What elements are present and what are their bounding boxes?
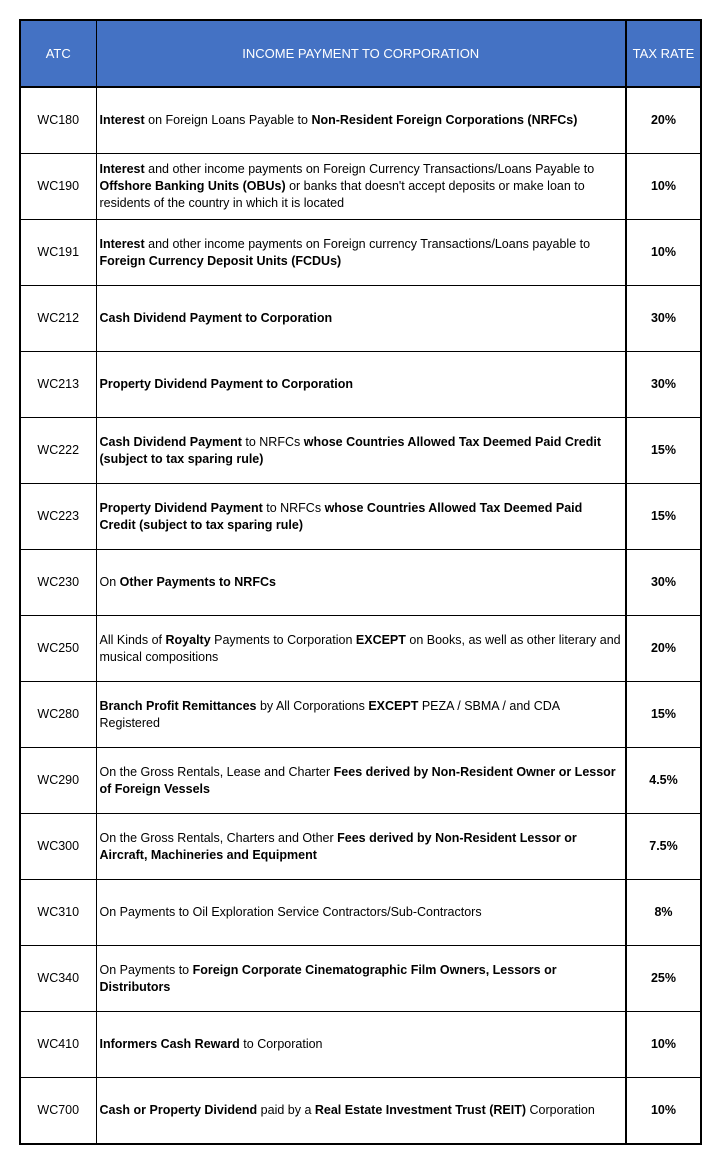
- atc-code: WC280: [20, 682, 96, 748]
- header-atc: ATC: [20, 20, 96, 87]
- table-row: [20, 1012, 701, 1078]
- tax-rate-value: 10%: [626, 1012, 701, 1078]
- description-text: Corporation: [526, 1103, 595, 1117]
- atc-code: WC300: [20, 814, 96, 880]
- table-row: [20, 946, 701, 1012]
- table-row: [20, 352, 701, 418]
- header-tax-rate: TAX RATE: [626, 20, 701, 87]
- tax-rate-value: 8%: [626, 880, 701, 946]
- income-payment-description: [96, 484, 626, 550]
- description-bold-text: Interest: [99, 236, 145, 251]
- description-bold-text: Offshore Banking Units (OBUs): [99, 179, 286, 193]
- atc-code: WC410: [20, 1012, 96, 1078]
- income-payment-description: [96, 220, 626, 286]
- income-payment-description: [96, 550, 626, 616]
- description-bold-text: Foreign Currency Deposit Units (FCDUs): [99, 253, 342, 268]
- atc-code: WC700: [20, 1078, 96, 1145]
- description-text: On Payments to Oil Exploration Service Contractors/Sub-Contractors: [99, 905, 482, 919]
- description-bold-text: EXCEPT: [355, 632, 406, 647]
- table-row: [20, 154, 701, 220]
- description-bold-text: Other Payments to NRFCs: [119, 575, 276, 589]
- atc-code: WC222: [20, 418, 96, 484]
- description-text: and other income payments on Foreign currency Transactions/Loans payable to: [144, 236, 591, 251]
- description-text: On Payments to: [99, 962, 193, 977]
- income-payment-description: [96, 682, 626, 748]
- table-row: [20, 616, 701, 682]
- table-row: [20, 220, 701, 286]
- description-text: Payments to Corporation: [210, 632, 356, 647]
- income-payment-description: [96, 418, 626, 484]
- description-bold-text: Property Dividend Payment: [99, 500, 263, 515]
- tax-rate-value: 30%: [626, 550, 701, 616]
- description-text: and other income payments on Foreign Currency Transactions/Loans Payable to: [144, 162, 595, 176]
- income-payment-description: [96, 748, 626, 814]
- description-text: by All Corporations: [256, 698, 369, 713]
- description-text: On: [99, 575, 120, 589]
- atc-code: WC180: [20, 87, 96, 154]
- description-text: On the Gross Rentals, Lease and Charter: [99, 764, 334, 779]
- description-text: to Corporation: [239, 1037, 323, 1051]
- income-payment-description: [96, 286, 626, 352]
- table-row: [20, 550, 701, 616]
- tax-rate-value: 30%: [626, 286, 701, 352]
- atc-code: WC230: [20, 550, 96, 616]
- description-bold-text: Property Dividend Payment to Corporation: [99, 377, 354, 391]
- description-text: to NRFCs: [241, 434, 304, 449]
- description-bold-text: Interest: [99, 113, 145, 127]
- description-bold-text: Fees derived by Non-Resident Lessor or Aircraft, Machineries and Equipment: [99, 830, 577, 862]
- tax-rate-value: 25%: [626, 946, 701, 1012]
- tax-rate-value: 15%: [626, 418, 701, 484]
- atc-code: WC310: [20, 880, 96, 946]
- tax-rate-value: 30%: [626, 352, 701, 418]
- tax-rate-value: 15%: [626, 682, 701, 748]
- tax-rate-value: 7.5%: [626, 814, 701, 880]
- description-bold-text: Cash Dividend Payment to Corporation: [99, 311, 333, 325]
- income-payment-description: [96, 352, 626, 418]
- description-bold-text: Foreign Corporate Cinematographic Film Owners, Lessors or Distributors: [99, 962, 557, 994]
- atc-code: WC250: [20, 616, 96, 682]
- income-payment-description: [96, 154, 626, 220]
- description-bold-text: EXCEPT: [368, 698, 419, 713]
- atc-code: WC212: [20, 286, 96, 352]
- tax-rate-value: 10%: [626, 154, 701, 220]
- table-row: [20, 484, 701, 550]
- description-bold-text: whose Countries Allowed Tax Deemed Paid Credit (subject to tax sparing rule): [99, 434, 602, 466]
- table-row: [20, 814, 701, 880]
- header-income-payment: INCOME PAYMENT TO CORPORATION: [96, 20, 626, 87]
- description-text: All Kinds of: [99, 632, 166, 647]
- income-payment-description: [96, 880, 626, 946]
- atc-code: WC213: [20, 352, 96, 418]
- table-row: [20, 286, 701, 352]
- description-text: on Books, as well as other literary and musical compositions: [99, 632, 621, 664]
- atc-code: WC190: [20, 154, 96, 220]
- income-payment-description: [96, 87, 626, 154]
- description-text: On the Gross Rentals, Charters and Other: [99, 830, 338, 845]
- atc-code: WC340: [20, 946, 96, 1012]
- table-row: [20, 748, 701, 814]
- income-payment-description: [96, 1078, 626, 1145]
- description-bold-text: Non-Resident Foreign Corporations (NRFCs): [311, 113, 578, 127]
- income-payment-description: [96, 616, 626, 682]
- tax-rate-value: 4.5%: [626, 748, 701, 814]
- table-row: [20, 418, 701, 484]
- description-bold-text: Cash Dividend Payment: [99, 434, 242, 449]
- tax-rate-value: 20%: [626, 616, 701, 682]
- description-text: or banks that doesn't accept deposits or make loan to residents of the country in which it is located: [99, 179, 585, 210]
- tax-rate-value: 10%: [626, 220, 701, 286]
- description-bold-text: Branch Profit Remittances: [99, 698, 257, 713]
- description-text: on Foreign Loans Payable to: [144, 113, 312, 127]
- description-bold-text: Cash or Property Dividend: [99, 1103, 258, 1117]
- description-bold-text: Fees derived by Non-Resident Owner or Lessor of Foreign Vessels: [99, 764, 616, 796]
- description-text: PEZA / SBMA / and CDA Registered: [99, 698, 560, 730]
- description-bold-text: Informers Cash Reward: [99, 1037, 240, 1051]
- table-row: [20, 682, 701, 748]
- table-row: [20, 87, 701, 154]
- tax-rate-value: 10%: [626, 1078, 701, 1145]
- description-text: to NRFCs: [262, 500, 325, 515]
- description-bold-text: Royalty: [165, 632, 211, 647]
- table-row: [20, 1078, 701, 1145]
- table-header-row: [20, 20, 701, 87]
- income-payment-description: [96, 814, 626, 880]
- description-bold-text: whose Countries Allowed Tax Deemed Paid Credit (subject to tax sparing rule): [99, 500, 583, 532]
- tax-rate-value: 15%: [626, 484, 701, 550]
- tax-rate-table: [19, 19, 702, 1145]
- atc-code: WC191: [20, 220, 96, 286]
- description-text: paid by a: [257, 1103, 315, 1117]
- tax-rate-value: 20%: [626, 87, 701, 154]
- atc-code: WC223: [20, 484, 96, 550]
- income-payment-description: [96, 946, 626, 1012]
- description-bold-text: Real Estate Investment Trust (REIT): [314, 1103, 527, 1117]
- income-payment-description: [96, 1012, 626, 1078]
- table-row: [20, 880, 701, 946]
- description-bold-text: Interest: [99, 162, 145, 176]
- atc-code: WC290: [20, 748, 96, 814]
